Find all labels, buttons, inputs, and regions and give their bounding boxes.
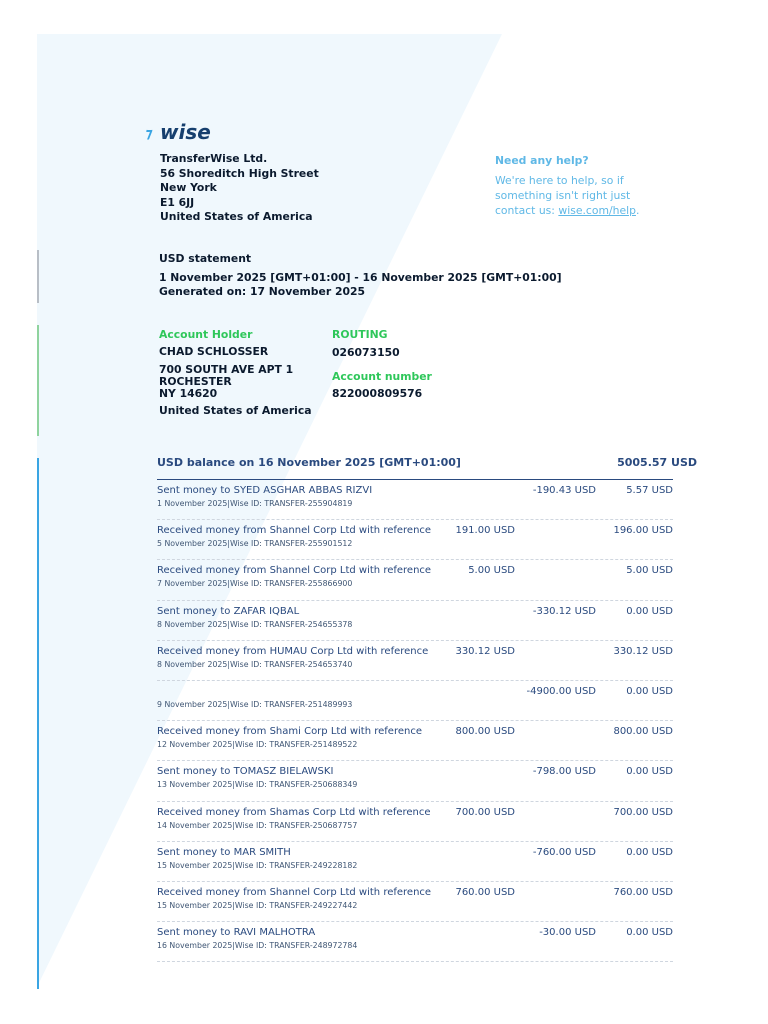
help-text — [495, 173, 655, 218]
transaction-row — [157, 480, 673, 520]
transaction-row — [157, 520, 673, 560]
transaction-description: Received money from HUMAU Corp Ltd with reference — [157, 645, 429, 657]
sender-line: 56 Shoreditch High Street — [160, 166, 319, 180]
transaction-meta: 7 November 2025|Wise ID: TRANSFER-255866900 — [157, 579, 353, 589]
transaction-outgoing: -190.43 USD — [532, 485, 596, 496]
transaction-outgoing: -4900.00 USD — [526, 685, 596, 697]
transaction-meta: 9 November 2025|Wise ID: TRANSFER-251489993 — [157, 699, 353, 709]
account-number-value: 822000809576 — [332, 387, 423, 400]
transaction-balance: 196.00 USD — [613, 525, 673, 537]
transaction-description: Sent money to TOMASZ BIELAWSKI — [157, 766, 334, 778]
sender-line: United States of America — [160, 210, 313, 224]
help-title: Need any help? — [495, 154, 589, 167]
statement-title: USD statement — [159, 252, 252, 265]
transaction-outgoing: -330.12 USD — [532, 605, 596, 617]
transaction-description: Sent money to MAR SMITH — [157, 846, 291, 858]
address-line: NY 14620 — [159, 387, 218, 400]
account-holder-name: CHAD SCHLOSSER — [159, 345, 269, 358]
transactions-list — [157, 480, 673, 962]
balance-amount: 5005.57 USD — [617, 456, 697, 469]
help-link[interactable]: wise.com/help — [558, 204, 636, 217]
transaction-meta: 13 November 2025|Wise ID: TRANSFER-250688349 — [157, 780, 358, 790]
transaction-incoming: 5.00 USD — [468, 565, 515, 577]
account-holder-address — [159, 364, 293, 400]
transaction-meta: 5 November 2025|Wise ID: TRANSFER-255901512 — [157, 539, 353, 549]
transaction-outgoing: -760.00 USD — [532, 846, 596, 858]
transaction-description: Received money from Shannel Corp Ltd with reference — [157, 525, 432, 537]
account-accent-bar — [37, 325, 39, 436]
statement-period: 1 November 2025 [GMT+01:00] - 16 November 2025 [GMT+01:00] — [159, 270, 562, 284]
transaction-row — [157, 922, 673, 962]
help-suffix: . — [635, 204, 640, 217]
address-line: ROCHESTER — [159, 375, 232, 388]
statement-header — [159, 252, 562, 300]
transaction-row — [157, 681, 673, 721]
balance-label: USD balance on 16 November 2025 [GMT+01:00] — [157, 456, 461, 469]
statement-generated: Generated on: 17 November 2025 — [159, 285, 365, 298]
transaction-description: Received money from Shannel Corp Ltd with reference — [157, 886, 432, 898]
address-line: 700 SOUTH AVE APT 1 — [159, 363, 294, 376]
transaction-outgoing: -30.00 USD — [539, 927, 596, 939]
transaction-description: Sent money to SYED ASGHAR ABBAS RIZVI — [157, 485, 373, 496]
transaction-description: Sent money to ZAFAR IQBAL — [157, 605, 300, 617]
transaction-meta: 15 November 2025|Wise ID: TRANSFER-249228182 — [157, 860, 358, 870]
transaction-balance: 0.00 USD — [626, 766, 673, 778]
help-body: We're here to help, so if something isn't right just contact us: — [495, 174, 631, 217]
routing-label: ROUTING — [332, 328, 388, 341]
wise-logo-mark-icon: ⁊ — [145, 126, 153, 142]
transaction-incoming: 760.00 USD — [455, 886, 515, 898]
sender-line: New York — [160, 181, 217, 195]
transaction-balance: 5.57 USD — [626, 485, 673, 496]
transaction-row — [157, 641, 673, 681]
transaction-description: Received money from Shannel Corp Ltd with reference — [157, 565, 432, 577]
transaction-outgoing: -798.00 USD — [532, 766, 596, 778]
transaction-balance: 760.00 USD — [613, 886, 673, 898]
transaction-meta: 14 November 2025|Wise ID: TRANSFER-250687757 — [157, 820, 358, 830]
help-section — [495, 153, 655, 218]
sender-line: TransferWise Ltd. — [160, 152, 268, 165]
account-holder-country: United States of America — [159, 404, 312, 417]
wise-logo — [145, 121, 225, 145]
transaction-meta: 8 November 2025|Wise ID: TRANSFER-254653740 — [157, 659, 353, 669]
sender-address — [160, 152, 319, 225]
transaction-balance: 0.00 USD — [626, 927, 673, 939]
transactions-accent-bar — [37, 458, 39, 989]
transaction-incoming: 191.00 USD — [455, 525, 515, 537]
transaction-balance: 800.00 USD — [613, 726, 673, 738]
transaction-balance: 700.00 USD — [613, 806, 673, 818]
transaction-incoming: 800.00 USD — [455, 726, 515, 738]
transaction-row — [157, 761, 673, 801]
transaction-incoming: 700.00 USD — [455, 806, 515, 818]
routing-value: 026073150 — [332, 346, 400, 359]
transaction-row — [157, 560, 673, 600]
transaction-description: Received money from Shami Corp Ltd with reference — [157, 726, 422, 738]
transaction-description: Sent money to RAVI MALHOTRA — [157, 927, 316, 939]
transaction-meta: 8 November 2025|Wise ID: TRANSFER-254655378 — [157, 619, 353, 629]
balance-header — [157, 456, 697, 469]
transaction-description: Received money from Shamas Corp Ltd with reference — [157, 806, 431, 818]
transaction-row — [157, 601, 673, 641]
account-holder-label: Account Holder — [159, 328, 253, 341]
transaction-balance: 0.00 USD — [626, 846, 673, 858]
transaction-row — [157, 802, 673, 842]
wise-logo-text: wise — [160, 121, 211, 144]
transaction-balance: 330.12 USD — [613, 645, 673, 657]
transaction-meta: 16 November 2025|Wise ID: TRANSFER-248972784 — [157, 941, 358, 951]
transaction-meta: 12 November 2025|Wise ID: TRANSFER-251489522 — [157, 740, 358, 750]
transaction-row — [157, 882, 673, 922]
transaction-balance: 0.00 USD — [626, 685, 673, 697]
transaction-meta: 1 November 2025|Wise ID: TRANSFER-255904819 — [157, 499, 353, 508]
transaction-incoming: 330.12 USD — [455, 645, 515, 657]
transaction-meta: 15 November 2025|Wise ID: TRANSFER-249227442 — [157, 900, 358, 910]
transaction-balance: 5.00 USD — [626, 565, 673, 577]
sender-line: E1 6JJ — [160, 195, 195, 209]
account-number-label: Account number — [332, 370, 432, 383]
statement-accent-bar — [37, 250, 39, 303]
transaction-row — [157, 721, 673, 761]
transaction-balance: 0.00 USD — [626, 605, 673, 617]
transaction-row — [157, 842, 673, 882]
